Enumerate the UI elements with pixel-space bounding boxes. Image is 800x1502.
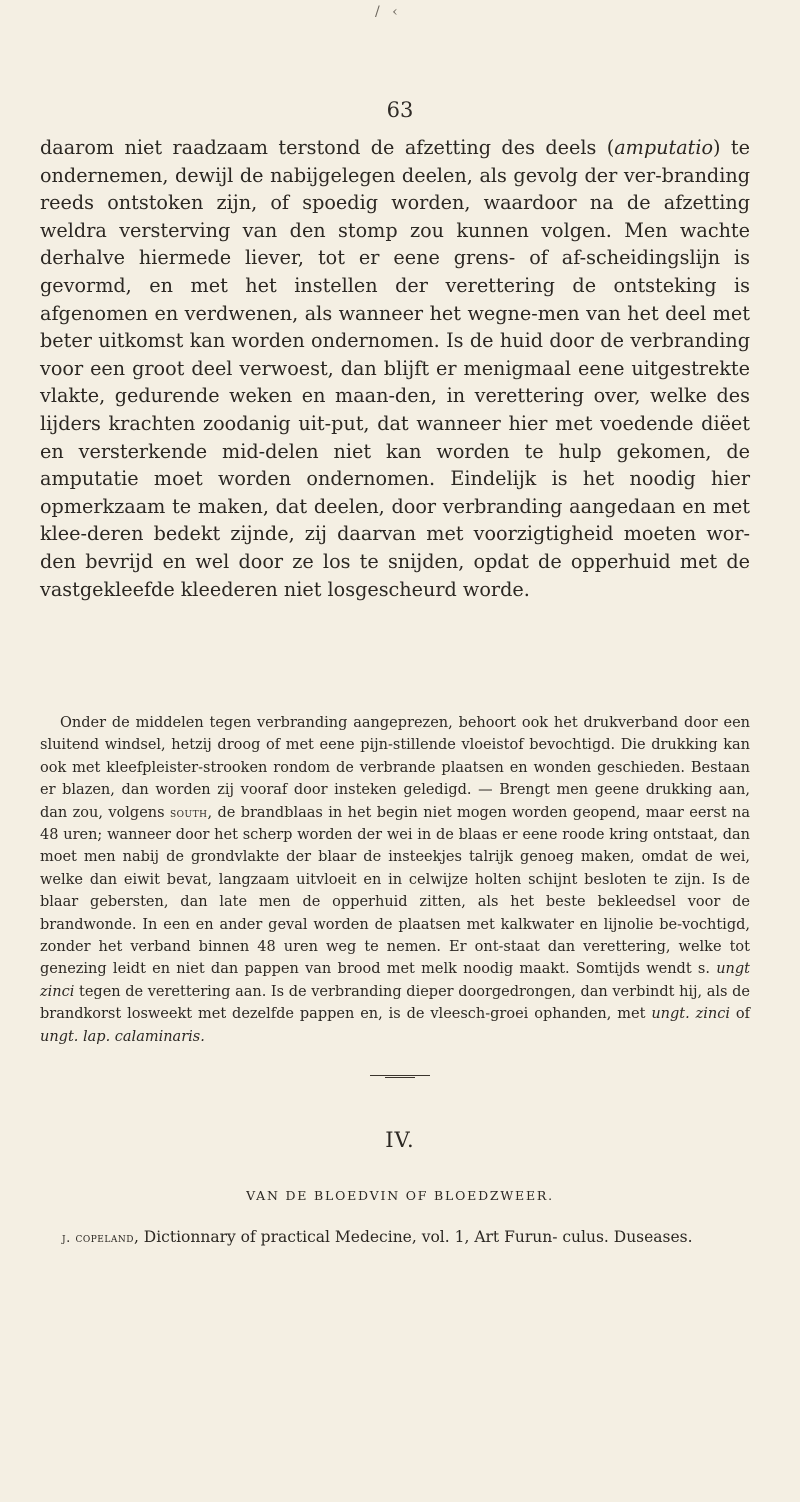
page-number: 63	[386, 98, 414, 122]
bibliographic-reference	[40, 1226, 750, 1251]
page-marks: / ‹	[375, 4, 402, 20]
section-number: IV.	[385, 1128, 415, 1152]
section-divider	[370, 1075, 430, 1077]
footnote-text	[40, 712, 750, 1048]
main-paragraph: daarom niet raadzaam terstond de afzetting des deels (amputatio) te ondernemen, dewijl de nabijgelegen deelen, als gevolg der ver-​branding reeds ontstoken zijn, of spoedig worden, waardoor na de afzetting weldra versterving van den stomp zou kunnen volgen. Men wachte derhalve hiermede liever, tot er eene grens- of af-​scheidingslijn is gevormd, en met het instellen der verettering de ontsteking is afgenomen en verdwenen, als wanneer het wegne-​men van het deel met beter uitkomst kan worden ondernomen. Is de huid door de verbranding voor een groot deel verwoest, dan blijft er menigmaal eene uitgestrekte vlakte, gedurende weken en maan-​den, in verettering over, welke des lijders krachten zoodanig uit-​put, dat wanneer hier met voedende diëet en versterkende mid-​delen niet kan worden te hulp gekomen, de amputatie moet worden ondernomen. Eindelijk is het noodig hier opmerkzaam te maken, dat deelen, door verbranding aangedaan en met klee-​deren bedekt zijnde, zij daarvan met voorzigtigheid moeten wor-​den bevrijd en wel door ze los te snijden, opdat de opperhuid met de vastgekleefde kleederen niet losgescheurd worde.	[40, 136, 750, 601]
footnote-paragraph: Onder de middelen tegen verbranding aangeprezen, behoort ook het drukverband door een sluitend windsel, hetzij droog of met eene pijn-​stillende vloeistof bevochtigd. Die drukking kan ook met kleefpleister-​strooken rondom de verbrande plaatsen en wonden geschieden. Bestaan er blazen, dan worden zij vooraf door insteken geledigd. — Brengt men geene drukking aan, dan zou, volgens south, de brandblaas in het begin niet mogen worden geopend, maar eerst na 48 uren; wanneer door het scherp worden der wei in de blaas er eene roode kring ontstaat, dan moet men nabij de grondvlakte der blaar de insteekjes talrijk genoeg maken, omdat de wei, welke dan eiwit bevat, langzaam uitvloeit en in celwijze holten schijnt besloten te zijn. Is de blaar gebersten, dan late men de opperhuid zitten, als het beste bekleedsel voor de brandwonde. In een en ander geval worden de plaatsen met kalkwater en lijnolie be-​vochtigd, zonder het verband binnen 48 uren weg te nemen. Er ont-​staat dan verettering, welke tot genezing leidt en niet dan pappen van brood met melk noodig maakt. Somtijds wendt s. ungt zinci tegen de verettering aan. Is de verbranding dieper doorgedrongen, dan verbindt hij, als de brandkorst losweekt met dezelfde pappen en, is de vleesch-​groei ophanden, met ungt. zinci of ungt. lap. calaminaris.	[40, 715, 750, 1045]
reference-paragraph: j. copeland, Dictionnary of practical Medecine, vol. 1, Art Furun- culus. Duseases.	[62, 1228, 693, 1246]
main-body-text	[40, 134, 750, 603]
section-title: VAN DE BLOEDVIN OF BLOEDZWEER.	[246, 1188, 554, 1203]
